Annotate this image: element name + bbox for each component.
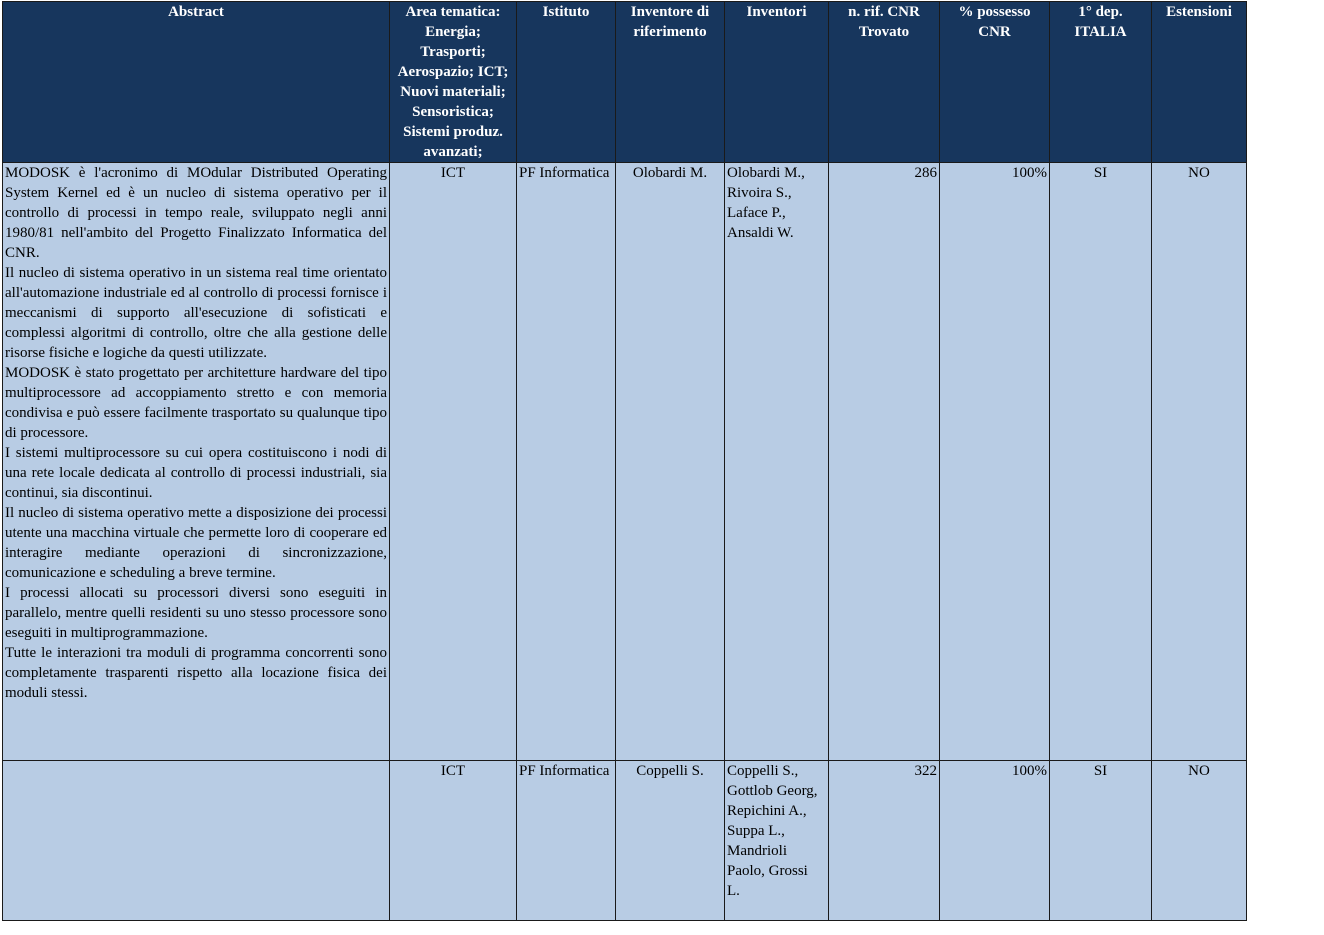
cell-n-rif[interactable]: 322	[829, 761, 940, 921]
cell-estensioni[interactable]: NO	[1152, 761, 1247, 921]
col-header-possesso[interactable]: % possesso CNR	[940, 2, 1050, 163]
abstract-paragraph: I processi allocati su processori diversi sono eseguiti in parallelo, mentre quelli residenti su uno stesso processore sono eseguiti in multiprogrammazione.	[5, 585, 387, 641]
abstract-paragraph: Tutte le interazioni tra moduli di programma concorrenti sono completamente trasparenti rispetto alla locazione fisica dei moduli stessi.	[5, 645, 387, 701]
inventor-line: Olobardi M.,	[727, 165, 805, 181]
data-table	[2, 1, 1247, 921]
cell-dep-italia[interactable]: SI	[1050, 761, 1152, 921]
inventor-line: Ansaldi W.	[727, 225, 794, 241]
abstract-paragraph: MODOSK è l'acronimo di MOdular Distributed Operating System Kernel ed è un nucleo di sistema operativo per il controllo di processi in tempo reale, sviluppato negli anni 1980/81 nell'ambito del Progetto Finalizzato Informatica del CNR.	[5, 165, 387, 261]
cell-inventore-riferimento[interactable]: Coppelli S.	[616, 761, 725, 921]
cell-n-rif[interactable]: 286	[829, 163, 940, 761]
inventor-line: Coppelli S.,	[727, 763, 799, 779]
inventor-line: Rivoira S.,	[727, 185, 792, 201]
inventor-line: Gottlob Georg,	[727, 783, 818, 799]
cell-inventore-riferimento[interactable]: Olobardi M.	[616, 163, 725, 761]
col-header-istituto[interactable]: Istituto	[517, 2, 616, 163]
col-header-inventore-riferimento[interactable]: Inventore di riferimento	[616, 2, 725, 163]
table-row	[3, 761, 1247, 921]
inventor-line: Suppa L.,	[727, 823, 785, 839]
col-header-n-rif[interactable]: n. rif. CNR Trovato	[829, 2, 940, 163]
inventor-line: Laface P.,	[727, 205, 786, 221]
inventor-line: Mandrioli	[727, 843, 787, 859]
header-row	[3, 2, 1247, 163]
col-header-abstract[interactable]: Abstract	[3, 2, 390, 163]
col-header-estensioni[interactable]: Estensioni	[1152, 2, 1247, 163]
inventor-line: L.	[727, 883, 740, 899]
col-header-area-tematica[interactable]: Area tematica: Energia; Trasporti; Aerospazio; ICT; Nuovi materiali; Sensoristica; Sistemi produz. avanzati;	[390, 2, 517, 163]
cell-dep-italia[interactable]: SI	[1050, 163, 1152, 761]
abstract-paragraph: MODOSK è stato progettato per architetture hardware del tipo multiprocessore ad accoppiamento stretto e con memoria condivisa e può essere facilmente trasportato su qualunque tipo di processore.	[5, 365, 387, 441]
abstract-paragraph: I sistemi multiprocessore su cui opera costituiscono i nodi di una rete locale dedicata al controllo di processi industriali, sia continui, sia discontinui.	[5, 445, 387, 501]
inventor-line: Paolo, Grossi	[727, 863, 808, 879]
cell-inventori[interactable]	[725, 761, 829, 921]
table-row	[3, 163, 1247, 761]
cell-area[interactable]: ICT	[390, 163, 517, 761]
abstract-paragraph: Il nucleo di sistema operativo mette a disposizione dei processi utente una macchina virtuale che permette loro di cooperare ed interagire mediante operazioni di sincronizzazione, comunicazione e scheduling a breve termine.	[5, 505, 387, 581]
inventor-line: Repichini A.,	[727, 803, 807, 819]
cell-area[interactable]: ICT	[390, 761, 517, 921]
cell-possesso[interactable]: 100%	[940, 761, 1050, 921]
cell-inventori[interactable]	[725, 163, 829, 761]
cell-possesso[interactable]: 100%	[940, 163, 1050, 761]
cell-abstract[interactable]	[3, 163, 390, 761]
col-header-inventori[interactable]: Inventori	[725, 2, 829, 163]
cell-istituto[interactable]: PF Informatica	[517, 163, 616, 761]
abstract-paragraph: Il nucleo di sistema operativo in un sistema real time orientato all'automazione industriale ed al controllo di processi fornisce i meccanismi di supporto all'esecuzione di sofisticati e complessi algoritmi di controllo, oltre che alla gestione delle risorse fisiche e logiche da questi utilizzate.	[5, 265, 387, 361]
cell-abstract[interactable]	[3, 761, 390, 921]
cell-istituto[interactable]: PF Informatica	[517, 761, 616, 921]
col-header-dep-italia[interactable]: 1° dep. ITALIA	[1050, 2, 1152, 163]
cell-estensioni[interactable]: NO	[1152, 163, 1247, 761]
